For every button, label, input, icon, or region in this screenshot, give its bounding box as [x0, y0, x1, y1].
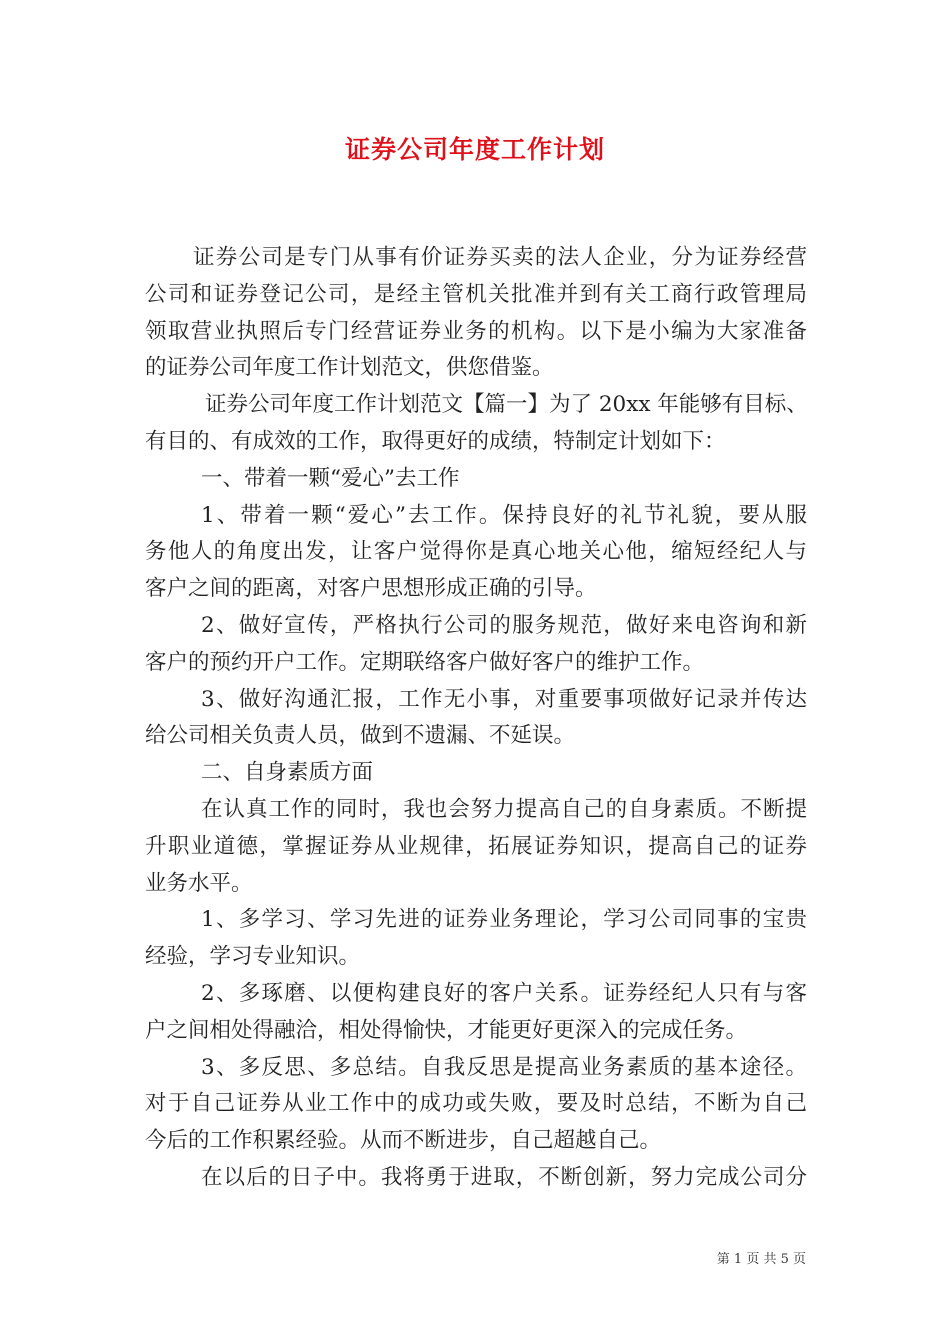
text-line: 在以后的日子中。我将勇于进取，不断创新，努力完成公司分 — [201, 1164, 807, 1190]
text-line: 公司和证券登记公司，是经主管机关批准并到有关工商行政管理局 — [145, 281, 807, 307]
section-heading: 一、带着一颗“爱心”去工作 — [201, 465, 460, 491]
text-line: 1、带着一颗“爱心”去工作。保持良好的礼节礼貌，要从服 — [201, 502, 807, 528]
text-line: 对于自己证券从业工作中的成功或失败，要及时总结，不断为自己 — [145, 1091, 807, 1117]
text-line: 客户之间的距离，对客户思想形成正确的引导。 — [145, 576, 597, 602]
text-line: 2、做好宣传，严格执行公司的服务规范，做好来电咨询和新 — [201, 612, 807, 638]
document-body — [145, 240, 807, 1197]
text-line: 给公司相关负责人员，做到不遗漏、不延误。 — [145, 723, 576, 749]
text-line: 户之间相处得融洽，相处得愉快，才能更好更深入的完成任务。 — [145, 1017, 748, 1043]
text-line: 3、多反思、多总结。自我反思是提高业务素质的基本途径。 — [201, 1054, 807, 1080]
text-line: 有目的、有成效的工作，取得更好的成绩，特制定计划如下： — [145, 428, 726, 454]
text-line: 证券公司是专门从事有价证券买卖的法人企业，分为证券经营 — [193, 245, 807, 270]
text-line: 升职业道德，掌握证券从业规律，拓展证券知识，提高自己的证券 — [145, 833, 807, 859]
document-title: 证券公司年度工作计划 — [344, 135, 605, 164]
text-line: 今后的工作积累经验。从而不断进步，自己超越自己。 — [145, 1128, 662, 1154]
section-heading: 二、自身素质方面 — [201, 760, 374, 786]
text-line: 客户的预约开户工作。定期联络客户做好客户的维护工作。 — [145, 649, 705, 675]
text-line: 2、多琢磨、以便构建良好的客户关系。证券经纪人只有与客 — [201, 980, 807, 1006]
text-line: 业务水平。 — [145, 870, 253, 896]
text-line: 在认真工作的同时，我也会努力提高自己的自身素质。不断提 — [201, 796, 807, 822]
text-line: 领取营业执照后专门经营证券业务的机构。以下是小编为大家准备 — [145, 318, 807, 344]
page-number: 第 1 页 共 5 页 — [716, 1252, 806, 1267]
text-line: 证券公司年度工作计划范文【篇一】为了 20xx 年能够有目标、 — [205, 392, 808, 418]
text-line: 1、多学习、学习先进的证券业务理论，学习公司同事的宝贵 — [201, 907, 807, 933]
text-line: 经验，学习专业知识。 — [145, 944, 361, 970]
text-line: 3、做好沟通汇报，工作无小事，对重要事项做好记录并传达 — [201, 686, 807, 712]
text-line: 的证券公司年度工作计划范文，供您借鉴。 — [145, 355, 554, 381]
text-line: 务他人的角度出发，让客户觉得你是真心地关心他，缩短经纪人与 — [145, 539, 807, 565]
